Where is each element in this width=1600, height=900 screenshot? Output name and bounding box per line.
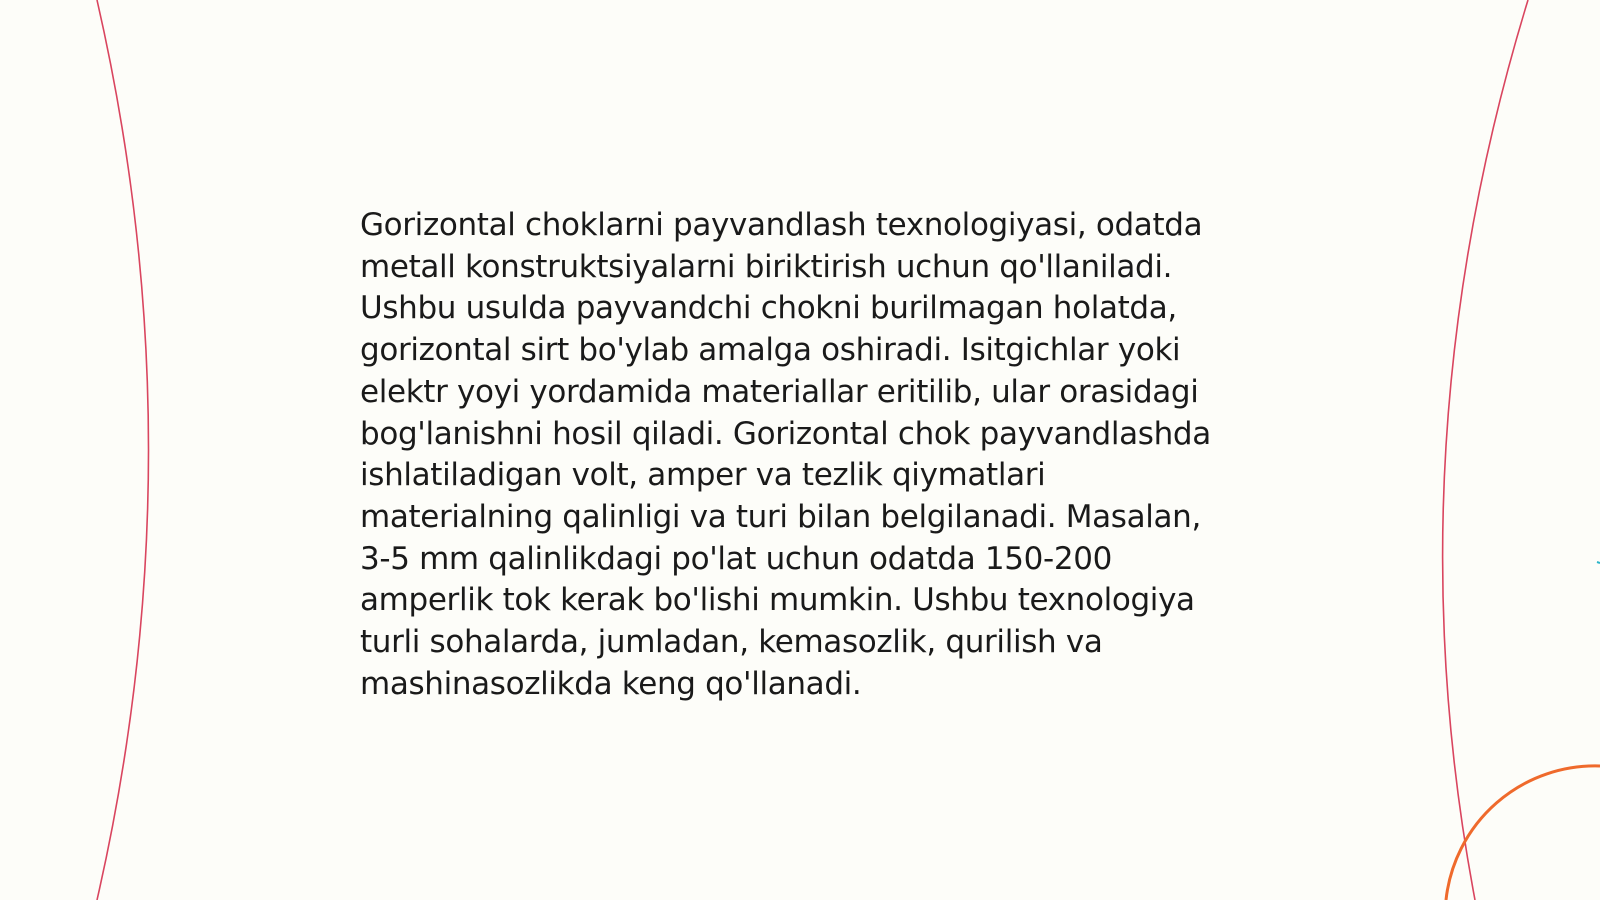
right-curve-line [1443, 0, 1528, 900]
left-curve-line [97, 0, 149, 900]
slide-body-text: Gorizontal choklarni payvandlash texnologiyasi, odatda metall konstruktsiyalarni biriktirish uchun qo'llaniladi. Ushbu usulda payvandchi chokni burilmagan holatda, gorizontal sirt bo'ylab amalga oshiradi. Isitgichlar yoki elektr yoyi yordamida materiallar eritilib, ular orasidagi bog'lanishni hosil qiladi. Gorizontal chok payvandlashda ishlatiladigan volt, amper va tezlik qiymatlari materialning qalinligi va turi bilan belgilanadi. Masalan, 3-5 mm qalinlikdagi po'lat uchun odatda 150-200 amperlik tok kerak bo'lishi mumkin. Ushbu texnologiya turli sohalarda, jumladan, kemasozlik, qurilish va mashinasozlikda keng qo'llanadi. [360, 207, 1211, 702]
orange-arc [1446, 766, 1600, 900]
